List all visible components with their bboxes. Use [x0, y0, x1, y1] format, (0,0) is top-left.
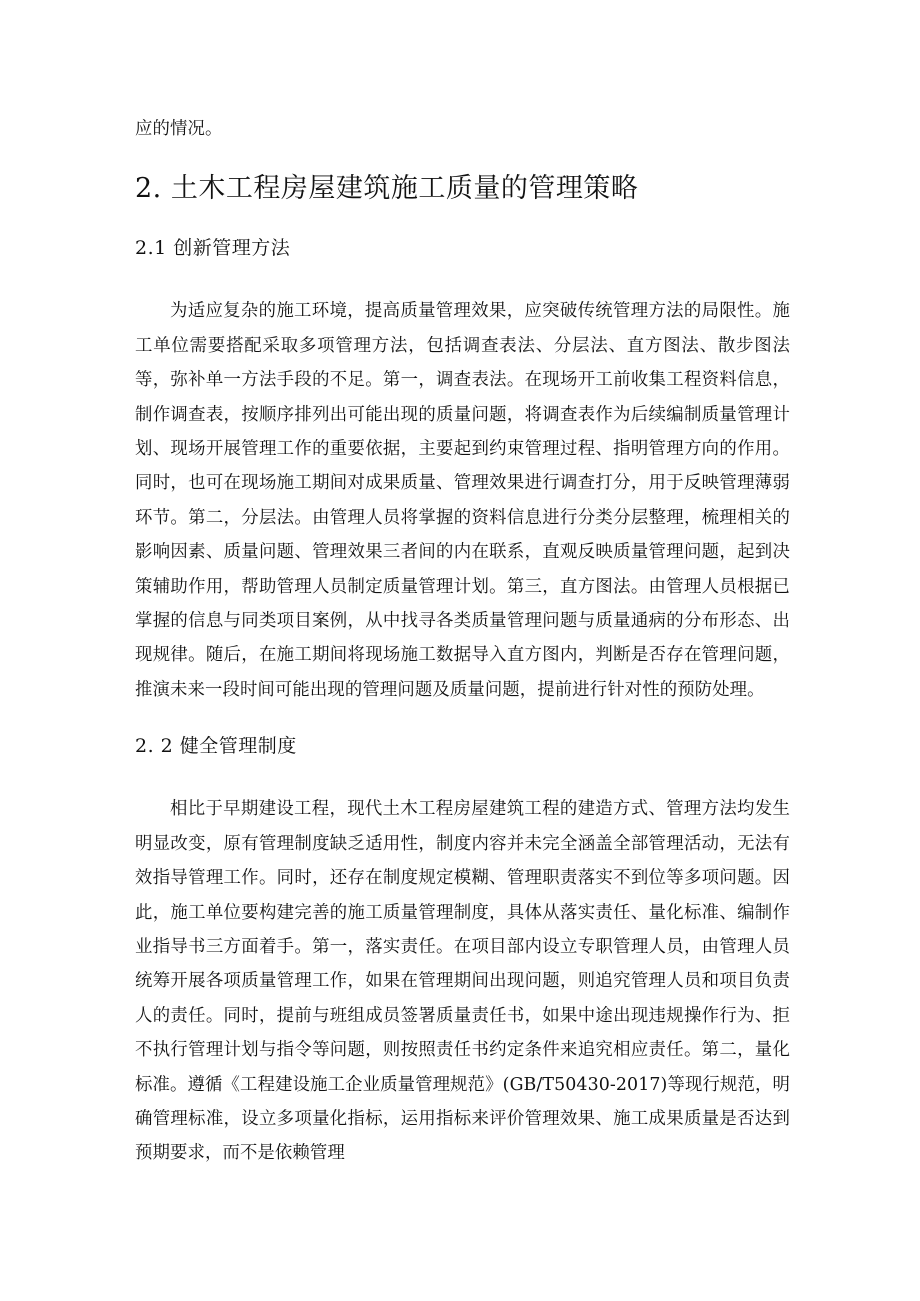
spacer	[135, 763, 790, 792]
paragraph-2-1: 为适应复杂的施工环境，提高质量管理效果，应突破传统管理方法的局限性。施工单位需要搭配采取多项管理方法，包括调查表法、分层法、直方图法、散步图法等，弥补单一方法手段的不足。第一，调查表法。在现场开工前收集工程资料信息，制作调查表，按顺序排列出可能出现的质量问题，将调查表作为后续编制质量管理计划、现场开展管理工作的重要依据，主要起到约束管理过程、指明管理方向的作用。同时，也可在现场施工期间对成果质量、管理效果进行调查打分，用于反映管理薄弱环节。第二，分层法。由管理人员将掌握的资料信息进行分类分层整理，梳理相关的影响因素、质量问题、管理效果三者间的内在联系，直观反映质量管理问题，起到决策辅助作用，帮助管理人员制定质量管理计划。第三，直方图法。由管理人员根据已掌握的信息与同类项目案例，从中找寻各类质量管理问题与质量通病的分布形态、出现规律。随后，在施工期间将现场施工数据导入直方图内，判断是否存在管理问题，推演未来一段时间可能出现的管理问题及质量问题，提前进行针对性的预防处理。	[135, 301, 790, 700]
paragraph-2-2: 相比于早期建设工程，现代土木工程房屋建筑工程的建造方式、管理方法均发生明显改变，原有管理制度缺乏适用性，制度内容并未完全涵盖全部管理活动，无法有效指导管理工作。同时，还存在制度规定模糊、管理职责落实不到位等多项问题。因此，施工单位要构建完善的施工质量管理制度，具体从落实责任、量化标准、编制作业指导书三方面着手。第一，落实责任。在项目部内设立专职管理人员，由管理人员统筹开展各项质量管理工作，如果在管理期间出现问题，则追究管理人员和项目负责人的责任。同时，提前与班组成员签署质量责任书，如果中途出现违规操作行为、拒不执行管理计划与指令等问题，则按照责任书约定条件来追究相应责任。第二，量化标准。遵循《工程建设施工企业质量管理规范》(GB/T50430-2017)等现行规范，明确管理标准，设立多项量化指标，运用指标来评价管理效果、施工成果质量是否达到预期要求，而不是依赖管理	[135, 799, 790, 1164]
document-body	[135, 112, 790, 1171]
subsection-heading-2-1: 2.1 创新管理方法	[135, 237, 291, 260]
section-heading: 2. 土木工程房屋建筑施工质量的管理策略	[135, 173, 639, 205]
subsection-heading-2-2: 2. 2 健全管理制度	[135, 735, 297, 758]
spacer	[135, 265, 790, 294]
intro-fragment: 应的情况。	[135, 119, 223, 139]
